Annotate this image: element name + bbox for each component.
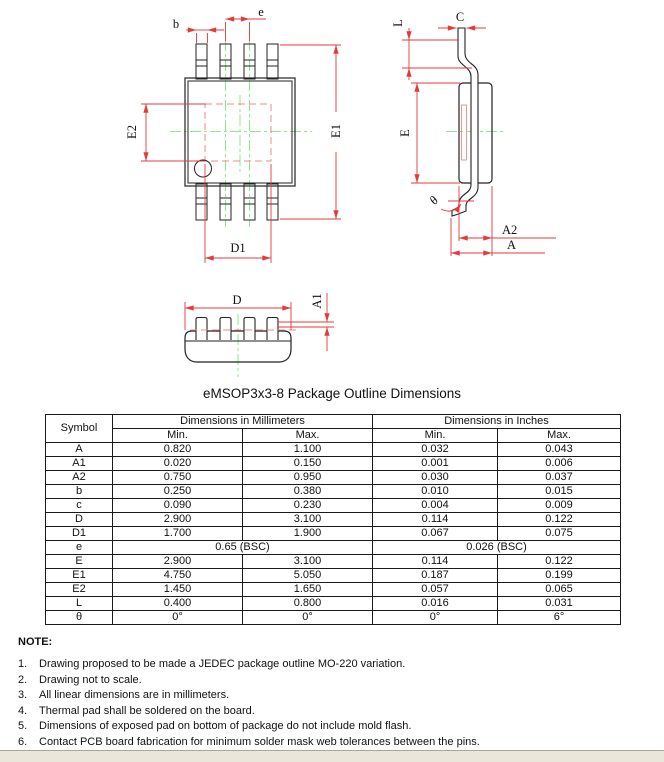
cell-mm-min: 0° bbox=[113, 611, 243, 625]
window-bottom-strip bbox=[0, 751, 664, 762]
cell-mm-max: 1.900 bbox=[243, 527, 373, 541]
cell-in-max: 0.122 bbox=[498, 513, 621, 527]
header-mm-max: Max. bbox=[243, 429, 373, 443]
package-outline-drawings bbox=[0, 0, 664, 380]
label-e-side: E bbox=[398, 129, 412, 137]
label-c: C bbox=[455, 10, 465, 24]
table-row bbox=[46, 443, 621, 457]
table-row bbox=[46, 457, 621, 471]
note-text: Dimensions of exposed pad on bottom of package do not include mold flash. bbox=[39, 720, 412, 732]
label-e2: E2 bbox=[125, 125, 139, 139]
cell-symbol: A1 bbox=[46, 457, 113, 471]
cell-in-min: 0.114 bbox=[373, 513, 498, 527]
dimension-e2 bbox=[125, 104, 206, 161]
cell-mm-max: 0° bbox=[243, 611, 373, 625]
note-item bbox=[18, 735, 654, 751]
lead-profile bbox=[452, 28, 478, 216]
cell-in-min: 0.004 bbox=[373, 499, 498, 513]
cell-in-max: 6° bbox=[498, 611, 621, 625]
cell-mm-max: 0.950 bbox=[243, 471, 373, 485]
label-d: D bbox=[232, 293, 242, 307]
cell-in-min: 0.114 bbox=[373, 555, 498, 569]
pins-bottom bbox=[196, 184, 278, 220]
cell-mm-max: 3.100 bbox=[243, 555, 373, 569]
label-e1: E1 bbox=[329, 124, 343, 138]
dimensions-table bbox=[45, 414, 621, 625]
cell-in-max: 0.006 bbox=[498, 457, 621, 471]
table-row bbox=[46, 611, 621, 625]
dimension-b bbox=[173, 17, 224, 43]
note-item bbox=[18, 657, 654, 673]
cell-in-min: 0.030 bbox=[373, 471, 498, 485]
cell-symbol: E2 bbox=[46, 583, 113, 597]
label-a: A bbox=[507, 238, 517, 252]
cell-mm-max: 5.050 bbox=[243, 569, 373, 583]
cell-in-max: 0.122 bbox=[498, 555, 621, 569]
table-row bbox=[46, 583, 621, 597]
table-row bbox=[46, 555, 621, 569]
label-theta: θ bbox=[426, 193, 442, 208]
cell-mm-min: 2.900 bbox=[113, 555, 243, 569]
table-header-row bbox=[46, 415, 621, 429]
cell-mm-min: 0.750 bbox=[113, 471, 243, 485]
cell-mm-min: 0.020 bbox=[113, 457, 243, 471]
header-in-min: Min. bbox=[373, 429, 498, 443]
cell-mm-max: 0.150 bbox=[243, 457, 373, 471]
cell-in-min: 0.032 bbox=[373, 443, 498, 457]
cell-mm-max: 0.230 bbox=[243, 499, 373, 513]
cell-symbol: c bbox=[46, 499, 113, 513]
label-a1: A1 bbox=[310, 293, 324, 309]
table-row bbox=[46, 569, 621, 583]
cell-mm-min: 0.090 bbox=[113, 499, 243, 513]
table-row bbox=[46, 499, 621, 513]
note-number: 6. bbox=[18, 735, 28, 748]
cell-mm-min: 0.250 bbox=[113, 485, 243, 499]
label-b: b bbox=[172, 17, 180, 31]
top-view-drawing bbox=[125, 5, 343, 263]
cell-mm-max: 0.800 bbox=[243, 597, 373, 611]
cell-mm-max: 3.100 bbox=[243, 513, 373, 527]
dimension-a bbox=[451, 218, 545, 256]
pins-top bbox=[196, 44, 278, 79]
dimension-e-side bbox=[398, 83, 460, 183]
cell-mm-min: 0.400 bbox=[113, 597, 243, 611]
cell-in-min: 0.057 bbox=[373, 583, 498, 597]
cell-mm-span: 0.65 (BSC) bbox=[113, 541, 373, 555]
header-in-max: Max. bbox=[498, 429, 621, 443]
notes-section bbox=[18, 636, 654, 750]
note-item bbox=[18, 704, 654, 720]
header-symbol: Symbol bbox=[46, 415, 113, 443]
cell-mm-min: 1.450 bbox=[113, 583, 243, 597]
cell-symbol: A bbox=[46, 443, 113, 457]
cell-symbol: A2 bbox=[46, 471, 113, 485]
note-text: All linear dimensions are in millimeters. bbox=[39, 689, 230, 701]
cell-symbol: D1 bbox=[46, 527, 113, 541]
cell-mm-min: 4.750 bbox=[113, 569, 243, 583]
note-text: Drawing proposed to be made a JEDEC package outline MO-220 variation. bbox=[39, 658, 406, 670]
cell-in-max: 0.043 bbox=[498, 443, 621, 457]
dimensions-table-wrap bbox=[45, 414, 621, 625]
cell-symbol: b bbox=[46, 485, 113, 499]
note-number: 3. bbox=[18, 689, 28, 701]
cell-in-max: 0.075 bbox=[498, 527, 621, 541]
table-row bbox=[46, 513, 621, 527]
cell-in-min: 0.010 bbox=[373, 485, 498, 499]
cell-symbol: E1 bbox=[46, 569, 113, 583]
note-number: 1. bbox=[18, 658, 28, 670]
cell-mm-max: 1.650 bbox=[243, 583, 373, 597]
note-text: Contact PCB board fabrication for minimum solder mask web tolerances between the pins. bbox=[39, 735, 480, 748]
note-text: Drawing not to scale. bbox=[39, 673, 142, 686]
cell-in-min: 0.016 bbox=[373, 597, 498, 611]
note-number: 5. bbox=[18, 720, 28, 732]
cell-mm-max: 0.380 bbox=[243, 485, 373, 499]
front-view-drawing bbox=[185, 293, 334, 377]
cell-symbol: e bbox=[46, 541, 113, 555]
note-item bbox=[18, 673, 654, 689]
label-l: L bbox=[391, 19, 405, 27]
cell-mm-min: 2.900 bbox=[113, 513, 243, 527]
cell-in-max: 0.065 bbox=[498, 583, 621, 597]
table-row-span bbox=[46, 541, 621, 555]
table-row bbox=[46, 485, 621, 499]
label-e: e bbox=[258, 5, 264, 19]
cell-in-min: 0.001 bbox=[373, 457, 498, 471]
table-row bbox=[46, 527, 621, 541]
note-text: Thermal pad shall be soldered on the board. bbox=[39, 704, 255, 717]
note-number: 2. bbox=[18, 673, 28, 686]
label-a2: A2 bbox=[502, 223, 518, 237]
label-d1: D1 bbox=[230, 241, 246, 255]
cell-mm-min: 0.820 bbox=[113, 443, 243, 457]
dimension-d1 bbox=[205, 164, 271, 263]
dimension-a1 bbox=[277, 293, 334, 351]
header-inch: Dimensions in Inches bbox=[373, 415, 621, 429]
cell-mm-max: 1.100 bbox=[243, 443, 373, 457]
note-number: 4. bbox=[18, 704, 28, 717]
cell-in-max: 0.037 bbox=[498, 471, 621, 485]
cell-symbol: D bbox=[46, 513, 113, 527]
cell-in-max: 0.009 bbox=[498, 499, 621, 513]
page-title: eMSOP3x3-8 Package Outline Dimensions bbox=[202, 386, 462, 401]
cell-in-min: 0° bbox=[373, 611, 498, 625]
notes-heading: NOTE: bbox=[18, 636, 53, 648]
dimension-e bbox=[226, 5, 267, 41]
thermal-pad-outline bbox=[205, 104, 271, 161]
cell-in-min: 0.187 bbox=[373, 569, 498, 583]
cell-in-min: 0.067 bbox=[373, 527, 498, 541]
header-mm-min: Min. bbox=[113, 429, 243, 443]
cell-symbol: L bbox=[46, 597, 113, 611]
cell-symbol: E bbox=[46, 555, 113, 569]
cell-in-max: 0.199 bbox=[498, 569, 621, 583]
header-mm: Dimensions in Millimeters bbox=[113, 415, 373, 429]
side-view-drawing bbox=[391, 10, 556, 256]
note-item bbox=[18, 719, 654, 735]
pins-front bbox=[196, 318, 278, 341]
table-row bbox=[46, 597, 621, 611]
pin1-marker-circle bbox=[195, 160, 212, 177]
cell-mm-min: 1.700 bbox=[113, 527, 243, 541]
cell-in-max: 0.015 bbox=[498, 485, 621, 499]
note-item bbox=[18, 688, 654, 704]
dimension-c bbox=[438, 10, 486, 28]
table-subheader-row bbox=[46, 429, 621, 443]
die-pad-side bbox=[462, 105, 467, 160]
cell-in-max: 0.031 bbox=[498, 597, 621, 611]
cell-symbol: θ bbox=[46, 611, 113, 625]
cell-in-span: 0.026 (BSC) bbox=[373, 541, 621, 555]
table-row bbox=[46, 471, 621, 485]
